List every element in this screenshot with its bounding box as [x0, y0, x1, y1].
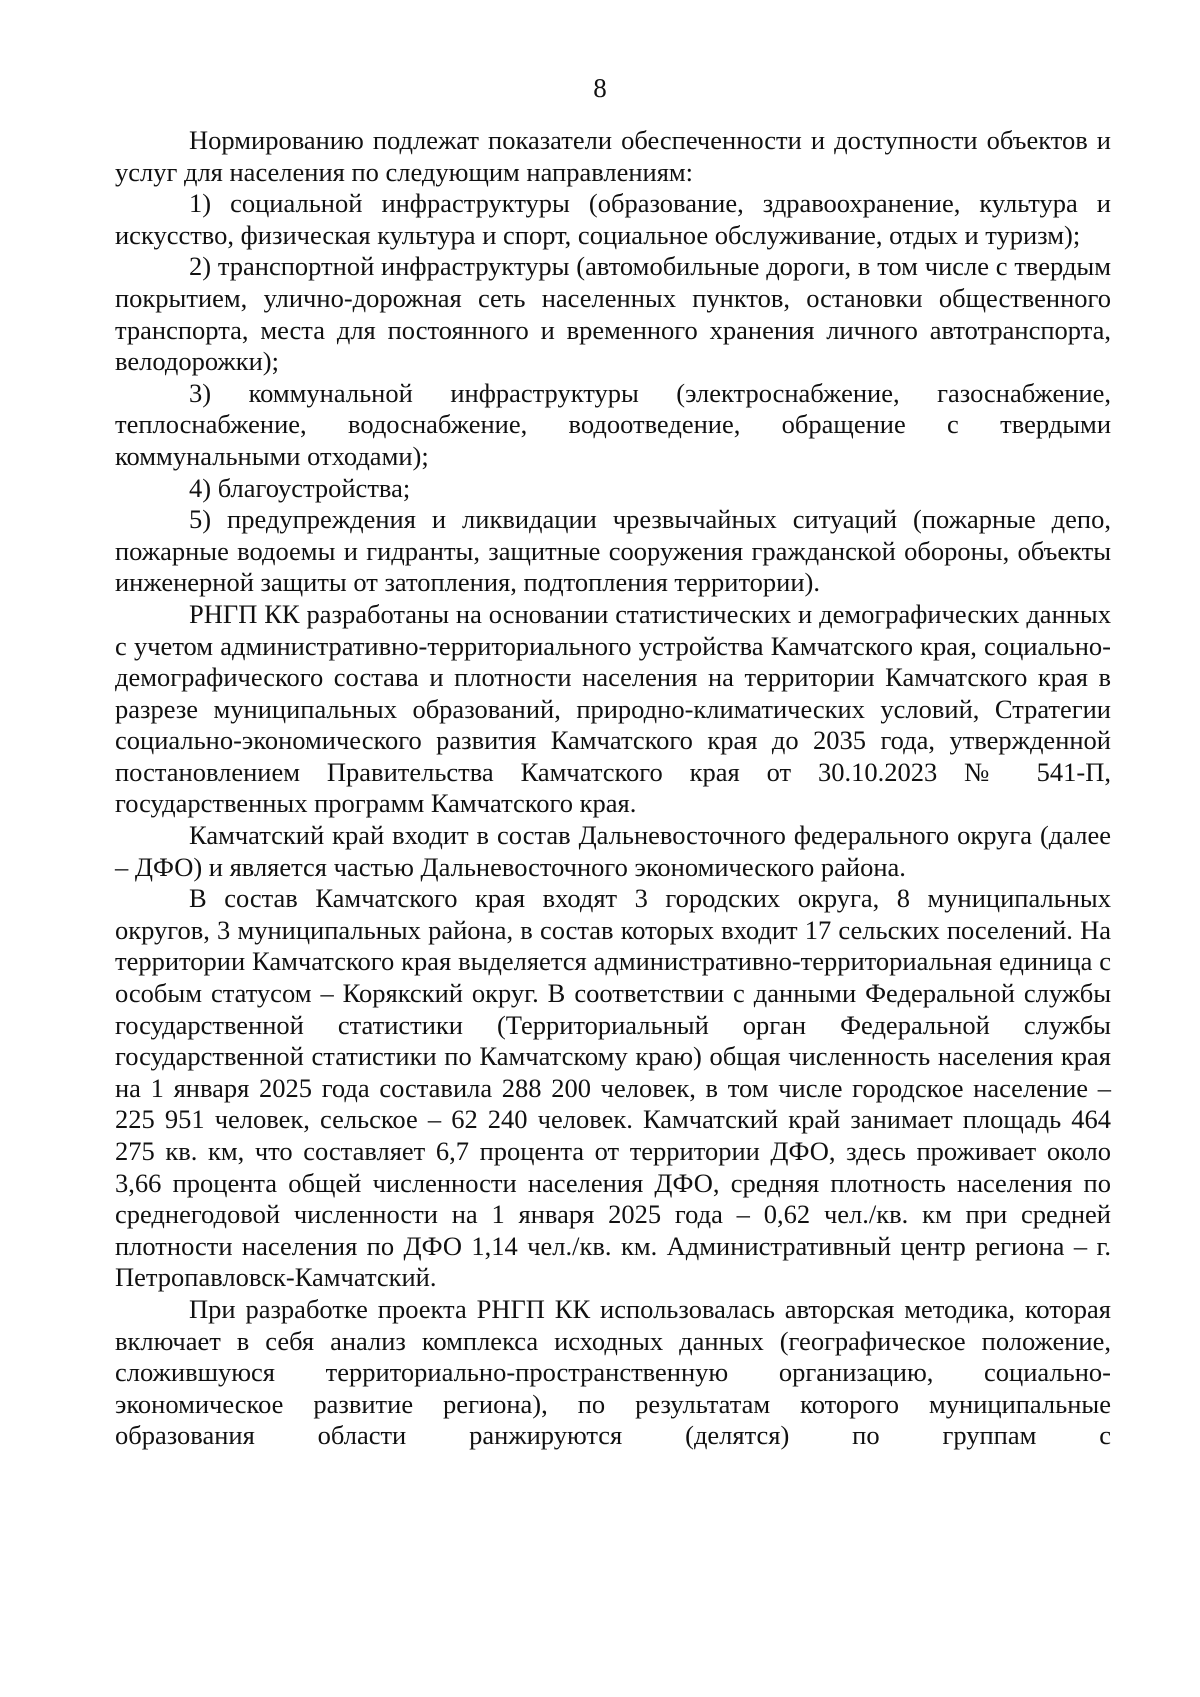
paragraph-methodology: При разработке проекта РНГП КК использовалась авторская методика, которая включает в себя анализ комплекса исходных данных (географическое положение, сложившуюся территориально-пространственную организацию, социально-экономическое развитие региона), по результатам которого муниципальные образования области ранжируются (делятся) по группам с: [115, 1293, 1111, 1451]
list-item-landscaping: 4) благоустройства;: [189, 472, 411, 503]
paragraph-rngp-basis: РНГП КК разработаны на основании статистических и демографических данных с учетом административно-территориального устройства Камчатского края, социально-демографического состава и плотности населения на территории Камчатского края в разрезе муниципальных образований, природно-климатических условий, Стратегии социально-экономического развития Камчатского края до 2035 года, утвержденной постановлением Правительства Камчатского края от 30.10.2023 № 541-П, государственных программ Камчатского края.: [115, 598, 1111, 819]
paragraph-region-dfo: Камчатский край входит в состав Дальневосточного федерального округа (далее – ДФО) и является частью Дальневосточного экономического района.: [115, 820, 1111, 882]
list-item-transport: 2) транспортной инфраструктуры (автомобильные дороги, в том числе с твердым покрытием, улично-дорожная сеть населенных пунктов, остановки общественного транспорта, места для постоянного и временного хранения личного автотранспорта, велодорожки);: [115, 251, 1111, 377]
list-item-emergency: 5) предупреждения и ликвидации чрезвычайных ситуаций (пожарные депо, пожарные водоемы и гидранты, защитные сооружения гражданской обороны, объекты инженерной защиты от затопления, подтопления территории).: [115, 504, 1111, 598]
list-item-utilities: 3) коммунальной инфраструктуры (электроснабжение, газоснабжение, теплоснабжение, водоснабжение, водоотведение, обращение с твердыми коммунальными отходами);: [115, 377, 1111, 471]
paragraph-intro: Нормированию подлежат показатели обеспеченности и доступности объектов и услуг для населения по следующим направлениям:: [115, 125, 1111, 187]
paragraph-region-structure: В состав Камчатского края входят 3 городских округа, 8 муниципальных округов, 3 муниципальных района, в состав которых входит 17 сельских поселений. На территории Камчатского края выделяется административно-территориальная единица с особым статусом – Корякский округ. В соответствии с данными Федеральной службы государственной статистики (Территориальный орган Федеральной службы государственной статистики по Камчатскому краю) общая численность населения края на 1 января 2025 года составила 288 200 человек, в том числе городское население – 225 951 человек, сельское – 62 240 человек. Камчатский край занимает площадь 464 275 кв. км, что составляет 6,7 процента от территории ДФО, здесь проживает около 3,66 процента общей численности населения ДФО, средняя плотность населения по среднегодовой численности на 1 января 2025 года – 0,62 чел./кв. км при средней плотности населения по ДФО 1,14 чел./кв. км. Административный центр региона – г. Петропавловск-Камчатский.: [115, 883, 1111, 1293]
page-number: 8: [593, 73, 607, 103]
list-item-social: 1) социальной инфраструктуры (образование, здравоохранение, культура и искусство, физическая культура и спорт, социальное обслуживание, отдых и туризм);: [115, 188, 1111, 250]
document-body: [115, 125, 1111, 1452]
